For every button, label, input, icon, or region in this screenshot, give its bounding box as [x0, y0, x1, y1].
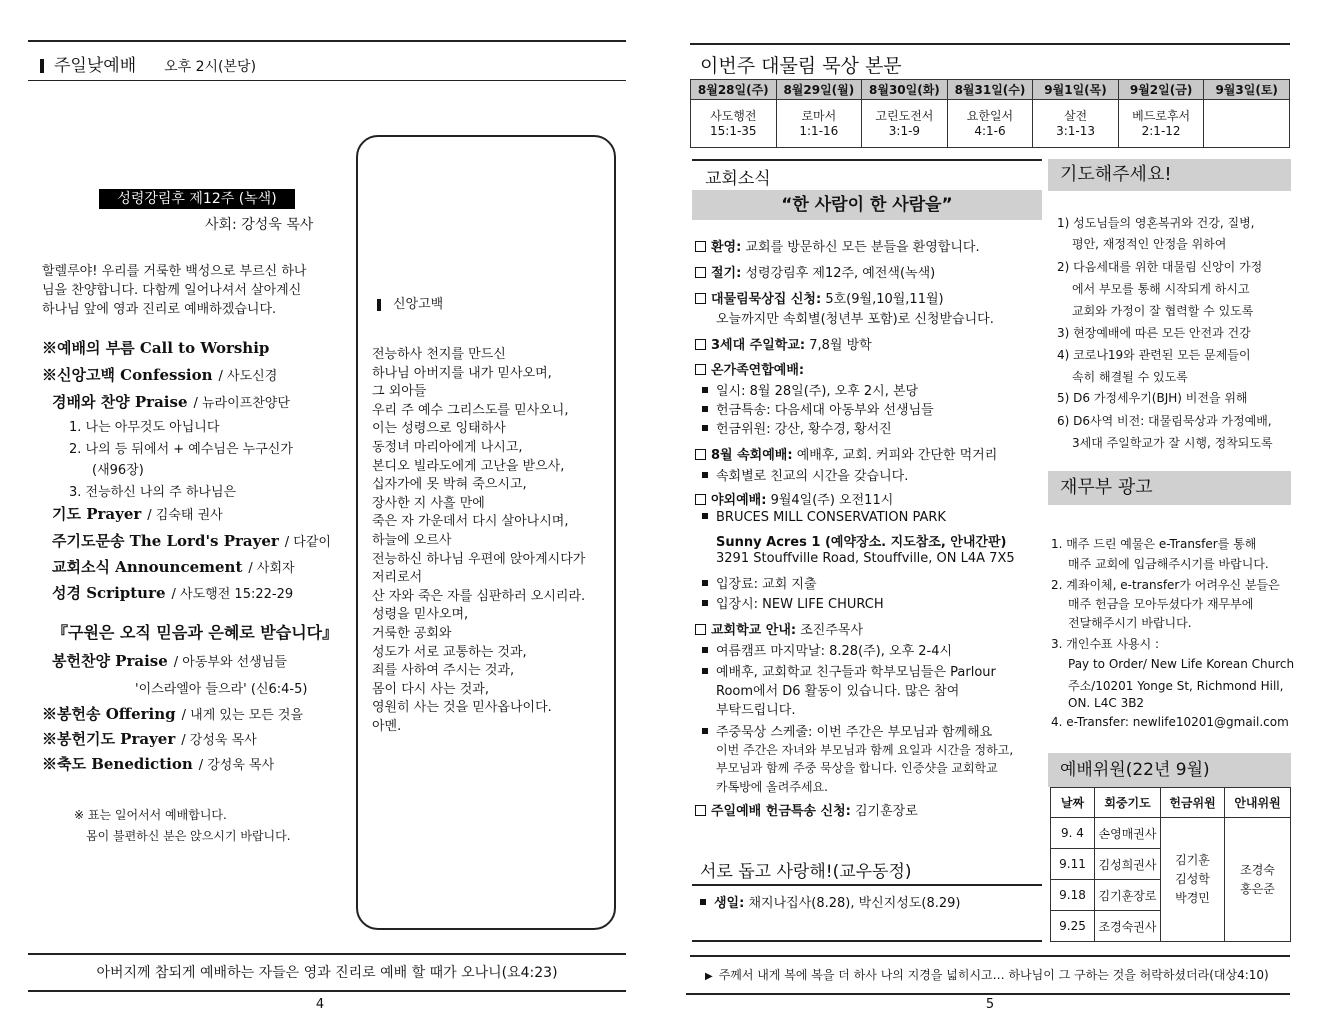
reading-range: 4:1-6: [974, 123, 1006, 138]
order-detail: / 사도신경: [218, 369, 278, 384]
reading-cell: [1118, 100, 1204, 148]
divider: [28, 80, 626, 81]
prayer-item: 3세대 주일학교가 잘 시행, 정착되도록: [1072, 436, 1273, 450]
divider: [692, 884, 1042, 886]
prayer-item: 교회와 가정이 잘 협력할 수 있도록: [1072, 304, 1254, 318]
reading-day: 9월3일(토): [1204, 80, 1290, 100]
square-bullet-icon: [702, 668, 708, 674]
square-bullet-icon: [702, 425, 708, 431]
finance-item: 2. 계좌이체, e-transfer가 어려우신 분들은: [1051, 578, 1280, 592]
prayer-item: 평안, 재정적인 안정을 위하여: [1072, 237, 1227, 251]
presider: 사회: 강성욱 목사: [205, 217, 314, 233]
order-item: [52, 556, 295, 577]
square-bullet-icon: [702, 580, 708, 586]
checkbox-icon: [695, 267, 706, 278]
prayer-item: 1) 성도님들의 영혼복귀와 건강, 질병,: [1057, 216, 1255, 230]
news-item: [716, 759, 998, 776]
duty-offering: [1161, 818, 1225, 942]
news-text: 속회별로 친교의 시간을 갖습니다.: [716, 469, 909, 484]
checkbox-icon: [695, 339, 706, 350]
order-item: [52, 530, 331, 551]
creed-line: 아멘.: [372, 718, 402, 734]
news-text: 부모님과 함께 주중 묵상을 합니다. 인증샷을 교회학교: [716, 761, 998, 775]
finance-item: 매주 헌금을 모아두셨다가 재무부에: [1068, 597, 1254, 611]
duty-header: 회중기도: [1095, 788, 1161, 818]
news-text: 9월4일(주) 오전11시: [766, 493, 894, 508]
worship-header: [40, 51, 256, 76]
reading-book: 사도행전: [710, 108, 757, 123]
bottom-verse-right: [705, 966, 1269, 983]
order-item: [42, 337, 269, 358]
order-detail: / 뉴라이프찬양단: [193, 396, 290, 411]
reading-cell: [776, 100, 862, 148]
news-item: [716, 308, 994, 327]
reading-cell: [1204, 100, 1290, 148]
reading-day: 8월30일(화): [862, 80, 948, 100]
square-bullet-icon: [700, 899, 706, 905]
news-text: 헌금특송: 다음세대 아동부와 선생님들: [716, 403, 934, 418]
reading-book: 로마서: [801, 108, 837, 123]
news-item: [702, 573, 817, 592]
praise-song: 1. 나는 아무것도 아닙니다: [69, 420, 220, 435]
order-title: 교회소식 Announcement: [52, 558, 243, 576]
news-item: [695, 489, 893, 508]
prayer-item: 6) D6사역 비전: 대물림묵상과 가정예배,: [1057, 414, 1272, 428]
reading-day: 8월29일(월): [776, 80, 862, 100]
duty-header: 헌금위원: [1161, 788, 1225, 818]
creed-line: 본디오 빌라도에게 고난을 받으사,: [372, 458, 565, 474]
creed-line: 이는 성령으로 잉태하사: [372, 421, 506, 437]
creed-line: 몸이 다시 사는 것과,: [372, 681, 489, 697]
intro-line: 하나님 앞에 영과 진리로 예배하겠습니다.: [42, 302, 277, 317]
creed-line: 죄를 사하여 주시는 것과,: [372, 663, 515, 679]
order-item: [42, 364, 277, 385]
reading-book: 고린도전서: [875, 108, 934, 123]
news-text: 입장시: NEW LIFE CHURCH: [716, 597, 884, 612]
offering-member: 박경민: [1175, 891, 1210, 905]
news-slogan: “한 사람이 한 사람을”: [692, 190, 1042, 220]
order-item: [52, 503, 223, 524]
prayer-item: 2) 다음세대를 위한 대물림 신앙이 가정: [1057, 260, 1263, 274]
duty-prayer: 손영매권사: [1095, 818, 1161, 849]
square-bullet-icon: [702, 406, 708, 412]
news-item: [702, 418, 892, 437]
page-number: 5: [985, 997, 995, 1012]
prayer-item: 5) D6 가정세우기(BJH) 비전을 위해: [1057, 391, 1248, 405]
fellowship-title: 서로 돕고 사랑해!(교우동정): [700, 862, 912, 882]
order-title: 기도 Prayer: [52, 505, 142, 523]
divider: [690, 955, 1290, 957]
creed-line: 장사한 지 사흘 만에: [372, 495, 485, 511]
birthday-label: 생일:: [714, 896, 745, 911]
guide-member: 홍은준: [1240, 881, 1275, 896]
news-item: [702, 465, 908, 484]
order-item: [42, 703, 303, 724]
reading-book: 베드로후서: [1132, 108, 1191, 123]
duty-prayer: 김성희권사: [1095, 849, 1161, 880]
reading-title: 이번주 대물림 묵상 본문: [700, 55, 902, 77]
order-detail: / 강성욱 목사: [198, 758, 275, 773]
creed-line: 죽은 자 가운데서 다시 살아나시며,: [372, 514, 569, 530]
news-text: 주중묵상 스케줄: 이번 주간은 부모님과 함께해요: [716, 725, 993, 740]
offering-member: 김성학: [1175, 872, 1210, 886]
news-item: [716, 680, 959, 699]
news-item: [695, 800, 918, 819]
reading-cell: [862, 100, 948, 148]
creed-line: 전능하사 천지를 만드신: [372, 347, 506, 362]
prayer-item: 4) 코로나19와 관련된 모든 문제들이: [1057, 348, 1251, 362]
news-item: [695, 262, 935, 281]
duty-header: 날짜: [1051, 788, 1095, 818]
news-item: [695, 359, 804, 378]
news-item: [702, 721, 992, 740]
news-text: 김기훈장로: [850, 804, 918, 819]
finance-item: 전달해주시기 바랍니다.: [1068, 616, 1192, 630]
duty-title: 예배위원(22년 9월): [1048, 753, 1291, 787]
section-title: 주일낮예배: [54, 56, 137, 76]
intro-text: [42, 262, 342, 319]
order-item: [52, 620, 338, 643]
news-text: 교회를 방문하신 모든 분들을 환영합니다.: [741, 240, 980, 255]
triangle-right-icon: ▶: [705, 971, 713, 982]
news-text: 여름캠프 마지막날: 8.28(주), 오후 2-4시: [716, 644, 953, 659]
news-text: 이번 주간은 자녀와 부모님과 함께 요일과 시간을 정하고,: [716, 743, 1014, 757]
bottom-verse: 아버지께 참되게 예배하는 자들은 영과 진리로 예배 할 때가 오나니(요4:23): [96, 965, 558, 981]
news-item: [716, 531, 1006, 550]
divider: [28, 40, 626, 42]
page-number: 4: [315, 997, 325, 1012]
news-item: [702, 640, 952, 659]
news-item: [702, 593, 884, 612]
news-label: 8월 속회예배:: [711, 448, 793, 463]
news-item: [716, 778, 828, 795]
praise-song: (새96장): [92, 463, 144, 478]
creed-text: [372, 346, 612, 736]
news-text: 헌금위원: 강산, 황수경, 황서진: [716, 422, 892, 437]
intro-line: 님을 찬양합니다. 다함께 일어나셔서 살아계신: [42, 283, 302, 298]
order-detail: / 사회자: [248, 561, 295, 576]
bullet-bar-icon: [40, 59, 44, 73]
checkbox-icon: [695, 364, 706, 375]
guide-member: 조경숙: [1240, 862, 1275, 877]
offering-member: 김기훈: [1175, 853, 1210, 867]
finance-item: 1. 매주 드린 예물은 e-Transfer를 통해: [1051, 537, 1257, 551]
intro-line: 할렐루야! 우리를 거룩한 백성으로 부르신 하나: [42, 264, 307, 279]
creed-line: 산 자와 죽은 자를 심판하러 오시리라.: [372, 588, 586, 604]
reading-range: 3:1-9: [888, 123, 921, 138]
offering-song-note: '이스라엘아 들으라' (신6:4-5): [135, 682, 308, 697]
bottom-verse-text: 주께서 내게 복에 복을 더 하사 나의 지경을 넓히시고… 하나님이 그 구하는 것을 허락하셨더라(대상4:10): [718, 968, 1269, 982]
duty-date: 9.25: [1051, 911, 1095, 942]
news-item: [702, 399, 934, 418]
order-title: 경배와 찬양 Praise: [52, 393, 188, 411]
order-detail: / 다같이: [284, 535, 331, 550]
news-text: 성령강림후 제12주, 예전색(녹색): [741, 266, 936, 281]
checkbox-icon: [695, 805, 706, 816]
news-label: 야외예배:: [711, 493, 767, 508]
news-item: [716, 741, 1013, 758]
reading-day: 9월2일(금): [1118, 80, 1204, 100]
divider: [690, 43, 1290, 45]
square-bullet-icon: [702, 647, 708, 653]
finance-item: 주소/10201 Yonge St, Richmond Hill,: [1068, 679, 1284, 693]
news-label: 절기:: [711, 266, 742, 281]
news-text: 예배후, 교회학교 친구들과 학부모님들은 Parlour: [716, 665, 996, 680]
square-bullet-icon: [702, 387, 708, 393]
news-label: Sunny Acres 1 (예약장소. 지도참조, 안내간판): [716, 535, 1007, 550]
checkbox-icon: [695, 624, 706, 635]
worship-time: 오후 2시(본당): [164, 59, 257, 75]
news-item: [695, 334, 872, 353]
finance-item: Pay to Order/ New Life Korean Church: [1068, 657, 1295, 671]
divider: [692, 940, 1042, 942]
news-text: 오늘까지만 속회별(청년부 포함)로 신청받습니다.: [716, 312, 994, 327]
order-title: 성경 Scripture: [52, 584, 166, 602]
finance-title: 재무부 광고: [1048, 471, 1291, 505]
order-title: ※봉헌송 Offering: [42, 705, 176, 723]
reading-day: 8월31일(수): [947, 80, 1033, 100]
creed-line: 저리로서: [372, 570, 423, 586]
square-bullet-icon: [702, 472, 708, 478]
duty-date: 9.18: [1051, 880, 1095, 911]
news-label: 대물림묵상집 신청:: [711, 292, 822, 307]
duty-table: [1050, 787, 1291, 942]
reading-book: 살전: [1063, 108, 1088, 123]
order-detail: / 내게 있는 모든 것을: [181, 708, 303, 723]
news-text: 카톡방에 올려주세요.: [716, 780, 828, 794]
news-text: 5호(9월,10월,11월): [821, 292, 944, 307]
square-bullet-icon: [702, 600, 708, 606]
creed-line: 거룩한 공회와: [372, 625, 452, 641]
creed-line: 우리 주 예수 그리스도를 믿사오니,: [372, 402, 569, 418]
order-title: 봉헌찬양 Praise: [52, 652, 168, 670]
order-detail: / 사도행전 15:22-29: [171, 587, 294, 602]
creed-header: [377, 293, 443, 312]
prayer-item: 3) 현장예배에 따른 모든 안전과 건강: [1057, 326, 1251, 340]
creed-line: 하늘에 오르사: [372, 532, 452, 548]
news-item: [695, 619, 863, 638]
news-label: 3세대 주일학교:: [711, 338, 806, 353]
creed-line: 하나님 아버지를 내가 믿사오며,: [372, 365, 552, 381]
news-label: 교회학교 안내:: [711, 623, 797, 638]
square-bullet-icon: [702, 728, 708, 734]
duty-header: 안내위원: [1225, 788, 1291, 818]
finance-item: 4. e-Transfer: newlife10201@gmail.com: [1051, 715, 1289, 729]
finance-item: 3. 개인수표 사용시 :: [1051, 637, 1160, 651]
praise-song: 3. 전능하신 나의 주 하나님은: [69, 485, 237, 500]
prayer-title: 기도해주세요!: [1048, 159, 1291, 191]
divider: [686, 993, 1290, 995]
order-item: [52, 582, 293, 603]
news-item: [716, 699, 795, 718]
news-item: [695, 288, 944, 307]
creed-line: 전능하신 하나님 우편에 앉아계시다가: [372, 551, 586, 567]
news-text: 조진주목사: [796, 623, 864, 638]
divider: [692, 159, 1042, 161]
news-item: [702, 380, 918, 399]
reading-book: 요한일서: [966, 108, 1014, 123]
news-label: 환영:: [711, 240, 742, 255]
reading-table: [690, 79, 1290, 148]
divider: [28, 990, 626, 992]
season-badge: 성령강림후 제12주 (녹색): [99, 189, 295, 209]
order-item: [42, 753, 274, 774]
reading-cell: [1033, 100, 1119, 148]
news-text: 3291 Stouffville Road, Stouffville, ON L4A 7X5: [716, 551, 1015, 566]
birthday-text: 채지나집사(8.28), 박신지성도(8.29): [744, 896, 961, 911]
reading-day: 9월1일(목): [1033, 80, 1119, 100]
news-text: 일시: 8월 28일(주), 오후 2시, 본당: [716, 384, 919, 399]
order-title: ※신앙고백 Confession: [42, 366, 213, 384]
order-item: [52, 391, 290, 412]
order-title: 『구원은 오직 믿음과 은혜로 받습니다』: [52, 623, 339, 642]
creed-line: 영원히 사는 것을 믿사옵나이다.: [372, 700, 552, 716]
footnote: ※ 표는 일어서서 예배합니다.: [74, 808, 227, 822]
creed-line: 십자가에 못 박혀 죽으시고,: [372, 477, 527, 493]
divider: [28, 953, 626, 955]
news-text: Room에서 D6 활동이 있습니다. 많은 참여: [716, 684, 960, 699]
duty-prayer: 김기훈장로: [1095, 880, 1161, 911]
prayer-item: 에서 부모를 통해 시작되게 하시고: [1072, 282, 1250, 296]
creed-line: 성령을 믿사오며,: [372, 607, 469, 623]
order-title: ※예배의 부름 Call to Worship: [42, 339, 270, 357]
checkbox-icon: [695, 494, 706, 505]
finance-item: ON. L4C 3B2: [1068, 696, 1145, 710]
birthday-line: [700, 892, 960, 911]
news-item: [695, 444, 997, 463]
reading-cell: [691, 100, 777, 148]
checkbox-icon: [695, 293, 706, 304]
reading-range: 1:1-16: [799, 123, 839, 138]
news-label: 주일예배 헌금특송 신청:: [711, 804, 851, 819]
order-title: 주기도문송 The Lord's Prayer: [52, 532, 279, 550]
creed-line: 성도가 서로 교통하는 것과,: [372, 644, 527, 660]
duty-date: 9. 4: [1051, 818, 1095, 849]
news-text: 7,8월 방학: [805, 338, 872, 353]
footnote: 몸이 불편하신 분은 앉으시기 바랍니다.: [86, 829, 291, 843]
news-title: 교회소식: [705, 169, 771, 189]
reading-cell: [947, 100, 1033, 148]
order-item: [42, 728, 257, 749]
news-text: 부탁드립니다.: [716, 703, 796, 718]
news-text: BRUCES MILL CONSERVATION PARK: [716, 510, 946, 525]
bullet-bar-icon: [377, 299, 381, 311]
order-item: [52, 650, 287, 671]
checkbox-icon: [695, 449, 706, 460]
order-title: ※봉헌기도 Prayer: [42, 730, 176, 748]
checkbox-icon: [695, 241, 706, 252]
news-item: [716, 551, 1015, 566]
prayer-item: 속히 해결될 수 있도록: [1072, 370, 1188, 384]
news-label: 온가족연합예배:: [711, 363, 805, 378]
duty-prayer: 조경숙권사: [1095, 911, 1161, 942]
duty-date: 9.11: [1051, 849, 1095, 880]
news-text: 입장료: 교회 지출: [716, 577, 817, 592]
order-title: ※축도 Benediction: [42, 755, 193, 773]
order-detail: / 강성욱 목사: [181, 733, 257, 748]
creed-line: 그 외아들: [372, 384, 427, 400]
reading-day: 8월28일(주): [691, 80, 777, 100]
news-item: [702, 661, 996, 680]
reading-range: 2:1-12: [1141, 123, 1181, 138]
praise-song: 2. 나의 등 뒤에서 + 예수님은 누구신가: [69, 442, 293, 457]
creed-title: 신앙고백: [393, 297, 444, 312]
order-detail: / 김숙태 권사: [147, 508, 223, 523]
square-bullet-icon: [702, 513, 708, 519]
duty-guide: [1225, 818, 1291, 942]
reading-range: 3:1-13: [1056, 123, 1095, 138]
news-text: 예배후, 교회. 커피와 간단한 먹거리: [792, 448, 998, 463]
news-item: [702, 510, 946, 525]
news-item: [695, 236, 980, 255]
creed-line: 동정녀 마리아에게 나시고,: [372, 439, 523, 455]
finance-item: 매주 교회에 입금해주시기를 바랍니다.: [1068, 557, 1269, 571]
order-detail: / 아동부와 선생님들: [173, 655, 287, 670]
reading-range: 15:1-35: [710, 123, 757, 138]
